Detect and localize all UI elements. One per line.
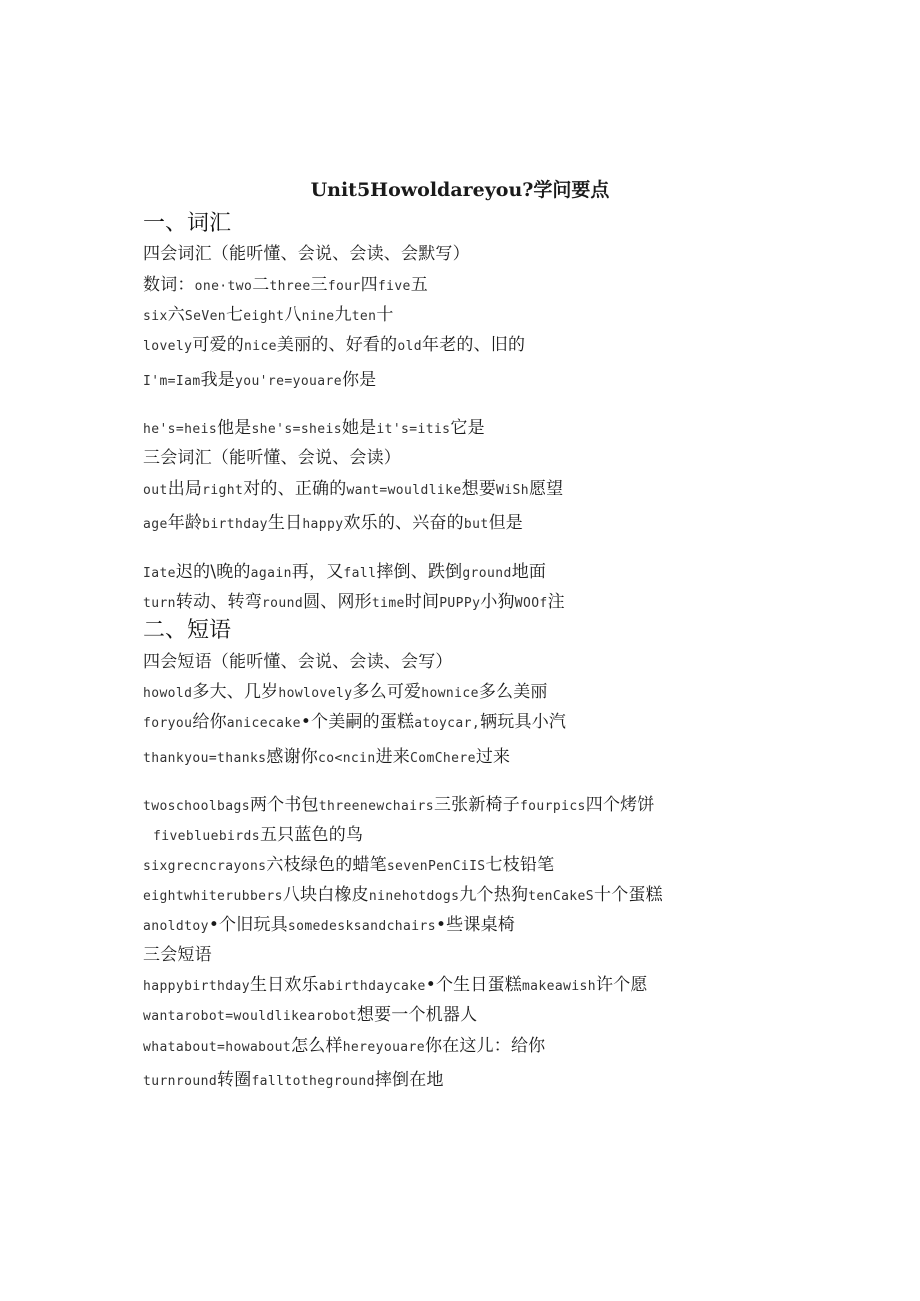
vocab-line: [143, 304, 394, 328]
chinese-gloss: 她是: [341, 418, 377, 438]
chinese-gloss: •个生日蛋糕: [425, 975, 522, 995]
chinese-gloss: 四: [360, 275, 378, 295]
vocab-line: [143, 512, 523, 536]
chinese-gloss: 他是: [217, 418, 252, 438]
english-term: hereyouare: [342, 1040, 425, 1055]
vocab-line: [143, 334, 525, 358]
english-term: sevenPenCiIS: [386, 859, 486, 874]
english-term: want=wouldlike: [346, 483, 462, 498]
english-term: again: [250, 566, 292, 581]
english-term: SeVen: [184, 309, 227, 324]
section-heading-phrases: 二、短语: [143, 618, 232, 643]
english-term: threenewchairs: [318, 799, 434, 814]
english-term: PUPPy: [439, 596, 481, 611]
english-term: she's=sheis: [251, 422, 342, 437]
english-term: birthday: [202, 517, 268, 532]
chinese-gloss: 迟的\晚的: [175, 562, 251, 582]
english-term: foryou: [143, 716, 193, 731]
chinese-gloss: 十个蛋糕: [594, 885, 663, 905]
english-term: howold: [143, 686, 193, 701]
section-heading-vocabulary: 一、词汇: [143, 211, 232, 236]
english-term: five: [377, 279, 411, 294]
chinese-gloss: 给你: [192, 712, 227, 732]
english-term: fall: [343, 566, 377, 581]
english-term: howlovely: [278, 686, 353, 701]
chinese-gloss: 你是: [341, 370, 377, 390]
subheading-three-skill-vocabulary: 三会词汇（能听懂、会说、会读）: [143, 448, 401, 468]
english-term: right: [202, 483, 244, 498]
chinese-gloss: 你在这儿：给你: [424, 1036, 546, 1056]
phrase-line: [143, 914, 515, 938]
vocab-line: [143, 369, 376, 393]
chinese-gloss: 愿望: [528, 479, 564, 499]
english-term: but: [463, 517, 489, 532]
chinese-gloss: 美丽的、好看的: [276, 335, 398, 355]
vocab-line: [143, 561, 546, 585]
english-term: out: [143, 483, 168, 498]
english-term: WOOf: [514, 596, 548, 611]
subheading-four-skill-vocabulary: 四会词汇（能听懂、会说、会读、会默写）: [143, 244, 470, 264]
chinese-gloss: •个旧玩具: [208, 915, 288, 935]
chinese-gloss: 五: [410, 275, 428, 295]
chinese-gloss: 转圈: [217, 1070, 252, 1090]
chinese-gloss: 进来: [375, 747, 411, 767]
english-term: happybirthday: [143, 979, 250, 994]
english-term: turn: [143, 596, 176, 611]
phrase-line: [143, 1069, 444, 1093]
english-term: hownice: [421, 686, 479, 701]
phrase-line: [143, 974, 648, 998]
chinese-gloss: 多大、几岁: [192, 682, 279, 702]
english-term: four: [327, 279, 361, 294]
phrase-line: [143, 1035, 545, 1059]
chinese-gloss: 欢乐的、兴奋的: [343, 513, 464, 533]
phrase-line: [143, 1004, 477, 1028]
vocab-line: [143, 591, 565, 615]
chinese-gloss: 八: [284, 305, 302, 325]
english-term: nine: [301, 309, 335, 324]
english-term: atoycar,: [414, 716, 481, 731]
english-term: ninehotdogs: [368, 889, 460, 904]
english-term: you're=youare: [235, 374, 342, 389]
chinese-gloss: 许个愿: [596, 975, 648, 995]
english-term: anoldtoy: [143, 919, 209, 934]
english-term: whatabout=howabout: [143, 1040, 292, 1055]
english-term: eight: [243, 309, 285, 324]
english-term: I'm=Iam: [143, 374, 201, 389]
chinese-gloss: 感谢你: [266, 747, 319, 767]
vocab-line: [143, 417, 485, 441]
english-term: ten: [351, 309, 377, 324]
chinese-gloss: 十: [376, 305, 394, 325]
english-term: old: [397, 339, 422, 354]
english-term: he's=heis: [143, 422, 218, 437]
chinese-gloss: 摔倒、跌倒: [376, 562, 463, 582]
chinese-gloss: 九: [334, 305, 352, 325]
english-term: turnround: [143, 1074, 218, 1089]
english-term: nice: [243, 339, 277, 354]
phrase-line: [143, 794, 655, 818]
english-term: anicecake: [226, 716, 301, 731]
english-term: twoschoolbags: [143, 799, 250, 814]
chinese-gloss: 再，又: [291, 562, 344, 582]
english-term: sixgrecncrayons: [143, 859, 267, 874]
chinese-gloss: 圆、网形: [303, 592, 372, 612]
chinese-gloss: 摔倒在地: [374, 1070, 444, 1090]
english-term: abirthdaycake: [318, 979, 426, 994]
chinese-gloss: 过来: [475, 747, 511, 767]
chinese-gloss: 三张新椅子: [433, 795, 520, 815]
english-term: three: [269, 279, 311, 294]
english-term: co<ncin: [318, 751, 376, 766]
subheading-three-skill-phrases: 三会短语: [143, 945, 212, 965]
english-term: ComChere: [410, 751, 476, 766]
chinese-gloss: 年老的、旧的: [422, 335, 526, 355]
chinese-gloss: 三: [310, 275, 328, 295]
english-term: one·two: [194, 279, 253, 294]
vocab-line: [143, 478, 563, 502]
chinese-gloss: 五只蓝色的鸟: [259, 825, 364, 845]
chinese-gloss: 我是: [200, 370, 235, 390]
chinese-gloss: 九个热狗: [459, 885, 529, 905]
chinese-gloss: 怎么样: [291, 1036, 343, 1056]
phrase-line: [143, 854, 554, 878]
english-term: round: [261, 596, 304, 611]
subheading-four-skill-phrases: 四会短语（能听懂、会说、会读、会写）: [143, 652, 453, 672]
chinese-gloss: 生日: [267, 513, 303, 533]
phrase-line: [143, 884, 663, 908]
phrase-line: [143, 711, 566, 735]
chinese-gloss: •个美嗣的蛋糕: [300, 712, 415, 732]
chinese-gloss: 两个书包: [249, 795, 319, 815]
phrase-line: [153, 824, 363, 848]
chinese-gloss: 但是: [488, 513, 523, 533]
english-term: thankyou=thanks: [143, 751, 267, 766]
english-term: age: [143, 517, 168, 532]
english-term: fivebluebirds: [153, 829, 260, 844]
chinese-gloss: 年龄: [167, 513, 203, 533]
chinese-gloss: •些课桌椅: [435, 915, 515, 935]
chinese-gloss: 时间: [404, 592, 440, 612]
english-term: fourpics: [519, 799, 586, 814]
english-term: tenCakeS: [528, 889, 594, 904]
chinese-gloss: 数词：: [143, 275, 195, 295]
vocab-line: [143, 274, 428, 298]
chinese-gloss: 出局: [167, 479, 203, 499]
chinese-gloss: 六: [167, 305, 185, 325]
english-term: Iate: [143, 566, 176, 581]
english-term: it's=itis: [376, 422, 451, 437]
chinese-gloss: 想要: [461, 479, 497, 499]
chinese-gloss: 多么美丽: [478, 682, 548, 702]
chinese-gloss: 多么可爱: [352, 682, 422, 702]
english-term: ground: [462, 566, 512, 581]
chinese-gloss: 四个烤饼: [585, 795, 655, 815]
chinese-gloss: 生日欢乐: [249, 975, 319, 995]
chinese-gloss: 可爱的: [192, 335, 244, 355]
english-term: time: [371, 596, 405, 611]
chinese-gloss: 八块白橡皮: [282, 885, 369, 905]
chinese-gloss: 转动、转弯: [175, 592, 262, 612]
chinese-gloss: 注: [547, 592, 565, 612]
english-term: happy: [302, 517, 344, 532]
english-term: falltotheground: [251, 1074, 375, 1089]
english-term: lovely: [143, 339, 193, 354]
phrase-line: [143, 746, 510, 770]
english-term: wantarobot=wouldlikearobot: [143, 1009, 357, 1024]
chinese-gloss: 地面: [511, 562, 547, 582]
chinese-gloss: 对的、正确的: [243, 479, 347, 499]
chinese-gloss: 它是: [450, 418, 485, 438]
chinese-gloss: 七枝铅笔: [485, 855, 555, 875]
chinese-gloss: 六枝绿色的蜡笔: [266, 855, 387, 875]
english-term: WiSh: [496, 483, 529, 498]
chinese-gloss: 七: [226, 305, 244, 325]
chinese-gloss: 辆玩具小汽: [480, 712, 567, 732]
english-term: eightwhiterubbers: [143, 889, 283, 904]
page-title: Unit5Howoldareyou?学问要点: [310, 179, 610, 201]
chinese-gloss: 二: [252, 275, 270, 295]
english-term: six: [143, 309, 168, 324]
phrase-line: [143, 681, 548, 705]
english-term: somedesksandchairs: [287, 919, 436, 934]
english-term: makeawish: [521, 979, 596, 994]
chinese-gloss: 想要一个机器人: [356, 1005, 478, 1025]
chinese-gloss: 小狗: [480, 592, 515, 612]
